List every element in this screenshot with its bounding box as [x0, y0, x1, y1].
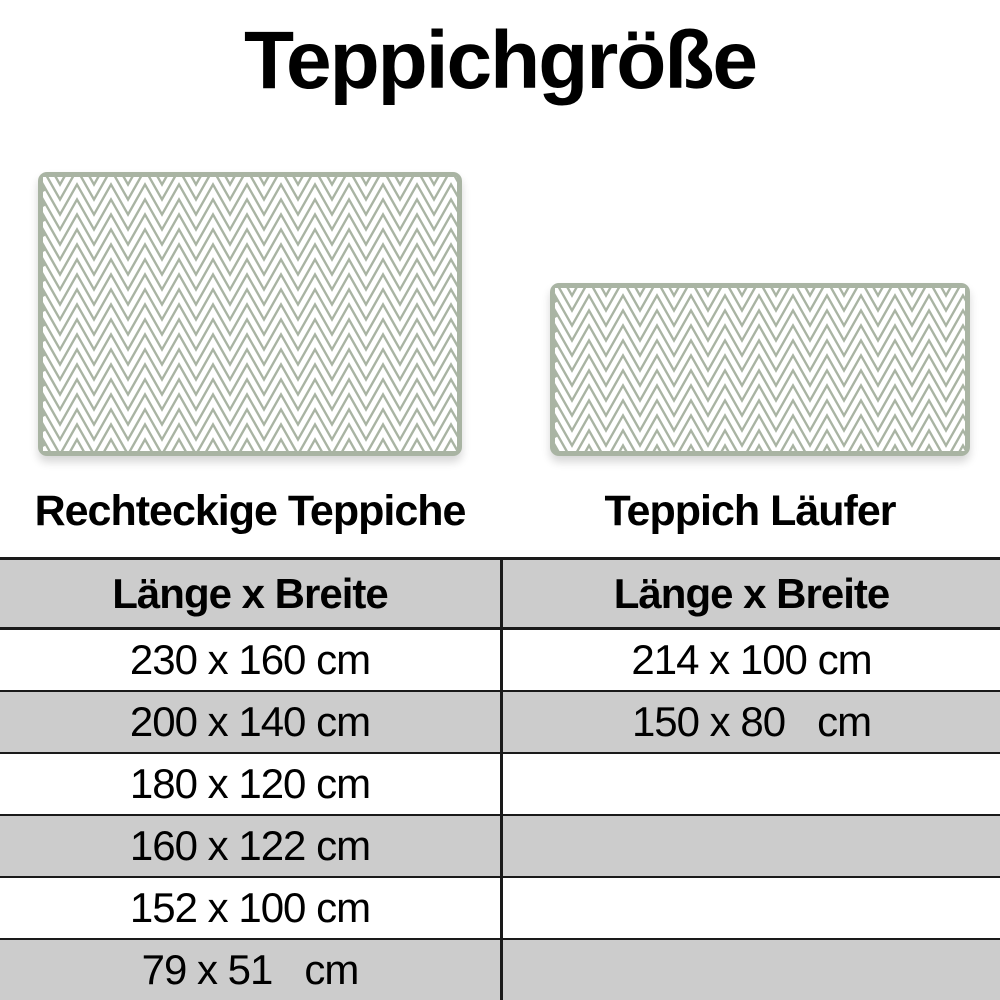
runner-size-value: [500, 940, 1000, 1000]
table-header-row: [0, 560, 1000, 630]
rectangular-rug-label: Rechteckige Teppiche: [34, 487, 466, 535]
runner-size-value: 214 x 100 cm: [500, 630, 1000, 690]
runner-rug-label: Teppich Läufer: [604, 487, 896, 535]
runner-size-value: [500, 878, 1000, 938]
table-row: [0, 630, 1000, 690]
left-column-header: Länge x Breite: [112, 569, 388, 617]
page-title: Teppichgröße: [243, 15, 757, 106]
runner-size-value: 150 x 80 cm: [500, 692, 1000, 752]
rect-size-value: 160 x 122 cm: [129, 822, 371, 869]
right-column-header: Länge x Breite: [500, 560, 1000, 627]
runner-rug-image: [550, 283, 970, 456]
rectangular-rug-image: [38, 172, 462, 456]
rect-size-value: 79 x 51 cm: [141, 946, 359, 993]
table-row: [0, 690, 1000, 752]
chevron-pattern: [555, 288, 965, 451]
table-row: [0, 752, 1000, 814]
rect-size-value: 230 x 160 cm: [129, 636, 371, 683]
table-row: [0, 876, 1000, 938]
rect-size-value: 200 x 140 cm: [129, 698, 371, 745]
runner-size-value: [500, 754, 1000, 814]
rect-size-value: 152 x 100 cm: [129, 884, 371, 931]
runner-size-value: [500, 816, 1000, 876]
size-table: [0, 557, 1000, 1000]
table-row: [0, 814, 1000, 876]
chevron-pattern: [43, 177, 457, 451]
table-row: [0, 938, 1000, 1000]
rect-size-value: 180 x 120 cm: [129, 760, 371, 807]
